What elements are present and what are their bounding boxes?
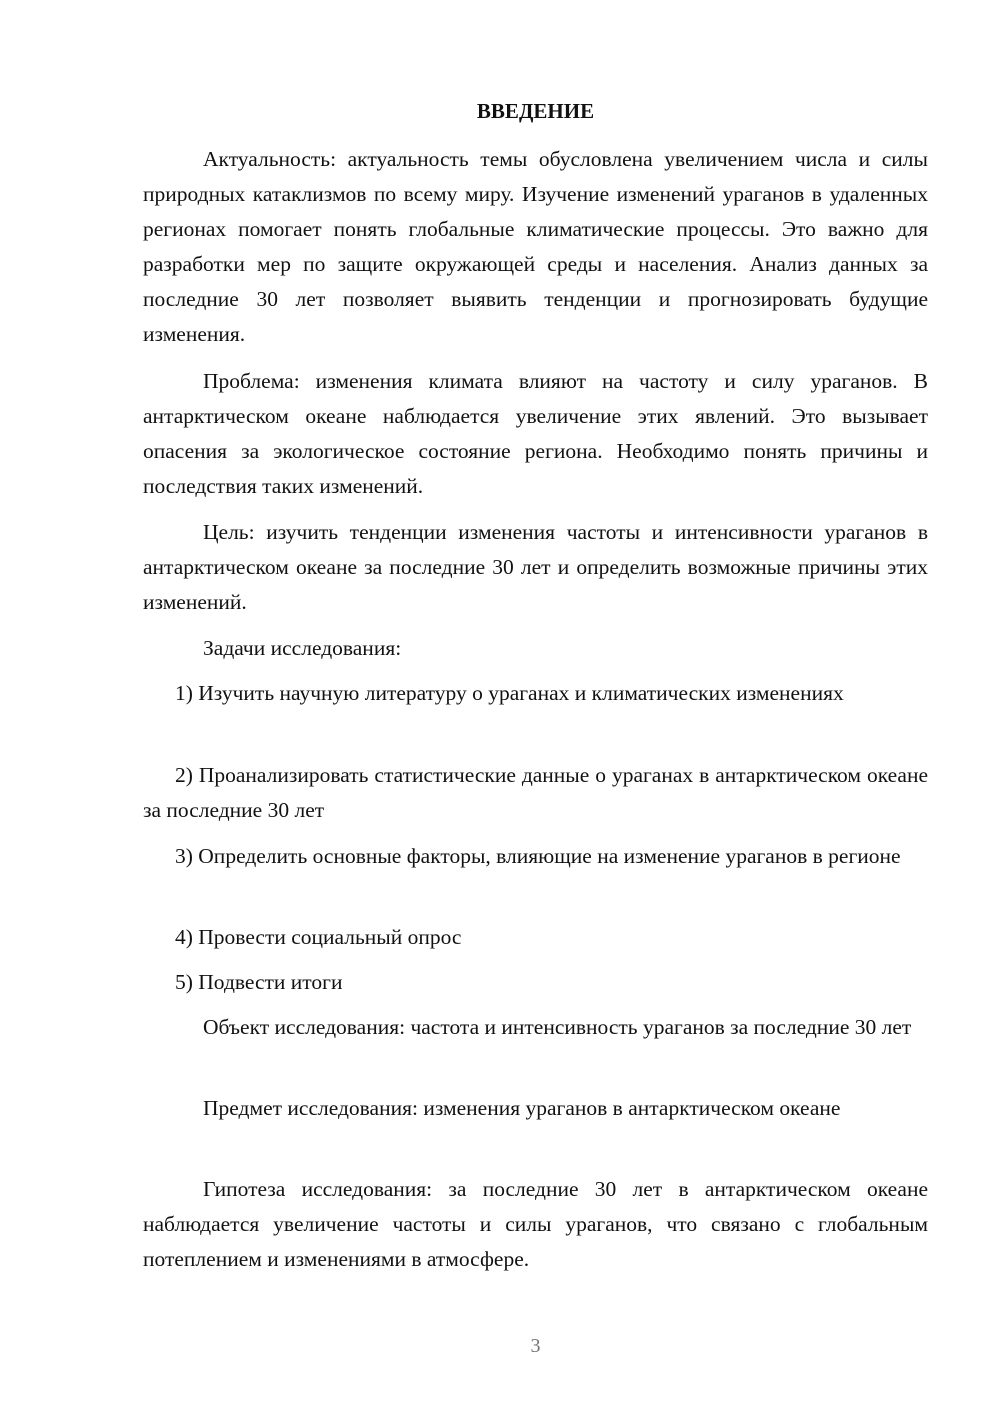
subject-paragraph: Предмет исследования: изменения ураганов в антарктическом океане — [203, 1096, 841, 1120]
task-item-1: 1) Изучить научную литературу о ураганах и климатических изменениях — [175, 681, 844, 705]
relevance-paragraph: Актуальность: актуальность темы обусловлена увеличением числа и силы природных катаклизмов по всему миру. Изучение изменений ураганов в удаленных регионах помогает понять глобальные климатические процессы. Это важно для разработки мер по защите окружающей среды и населения. Анализ данных за последние 30 лет позволяет выявить тенденции и прогнозировать будущие изменения. — [143, 147, 928, 346]
hypothesis-paragraph: Гипотеза исследования: за последние 30 лет в антарктическом океане наблюдается увеличение частоты и силы ураганов, что связано с глобальным потеплением и изменениями в атмосфере. — [143, 1177, 928, 1271]
task-item-3: 3) Определить основные факторы, влияющие на изменение ураганов в регионе — [175, 844, 901, 868]
task-item-4: 4) Провести социальный опрос — [175, 925, 462, 949]
task-item-5: 5) Подвести итоги — [175, 970, 343, 994]
goal-paragraph: Цель: изучить тенденции изменения частоты и интенсивности ураганов в антарктическом океане за последние 30 лет и определить возможные причины этих изменений. — [143, 520, 928, 614]
document-page — [143, 0, 928, 1414]
task-item-2: 2) Проанализировать статистические данные о ураганах в антарктическом океане за последние 30 лет — [143, 763, 928, 822]
tasks-heading: Задачи исследования: — [203, 636, 402, 660]
section-title: ВВЕДЕНИЕ — [476, 99, 595, 123]
problem-paragraph: Проблема: изменения климата влияют на частоту и силу ураганов. В антарктическом океане наблюдается увеличение этих явлений. Это вызывает опасения за экологическое состояние региона. Необходимо понять причины и последствия таких изменений. — [143, 369, 928, 498]
page-number: 3 — [530, 1335, 541, 1357]
object-paragraph: Объект исследования: частота и интенсивность ураганов за последние 30 лет — [203, 1015, 912, 1039]
